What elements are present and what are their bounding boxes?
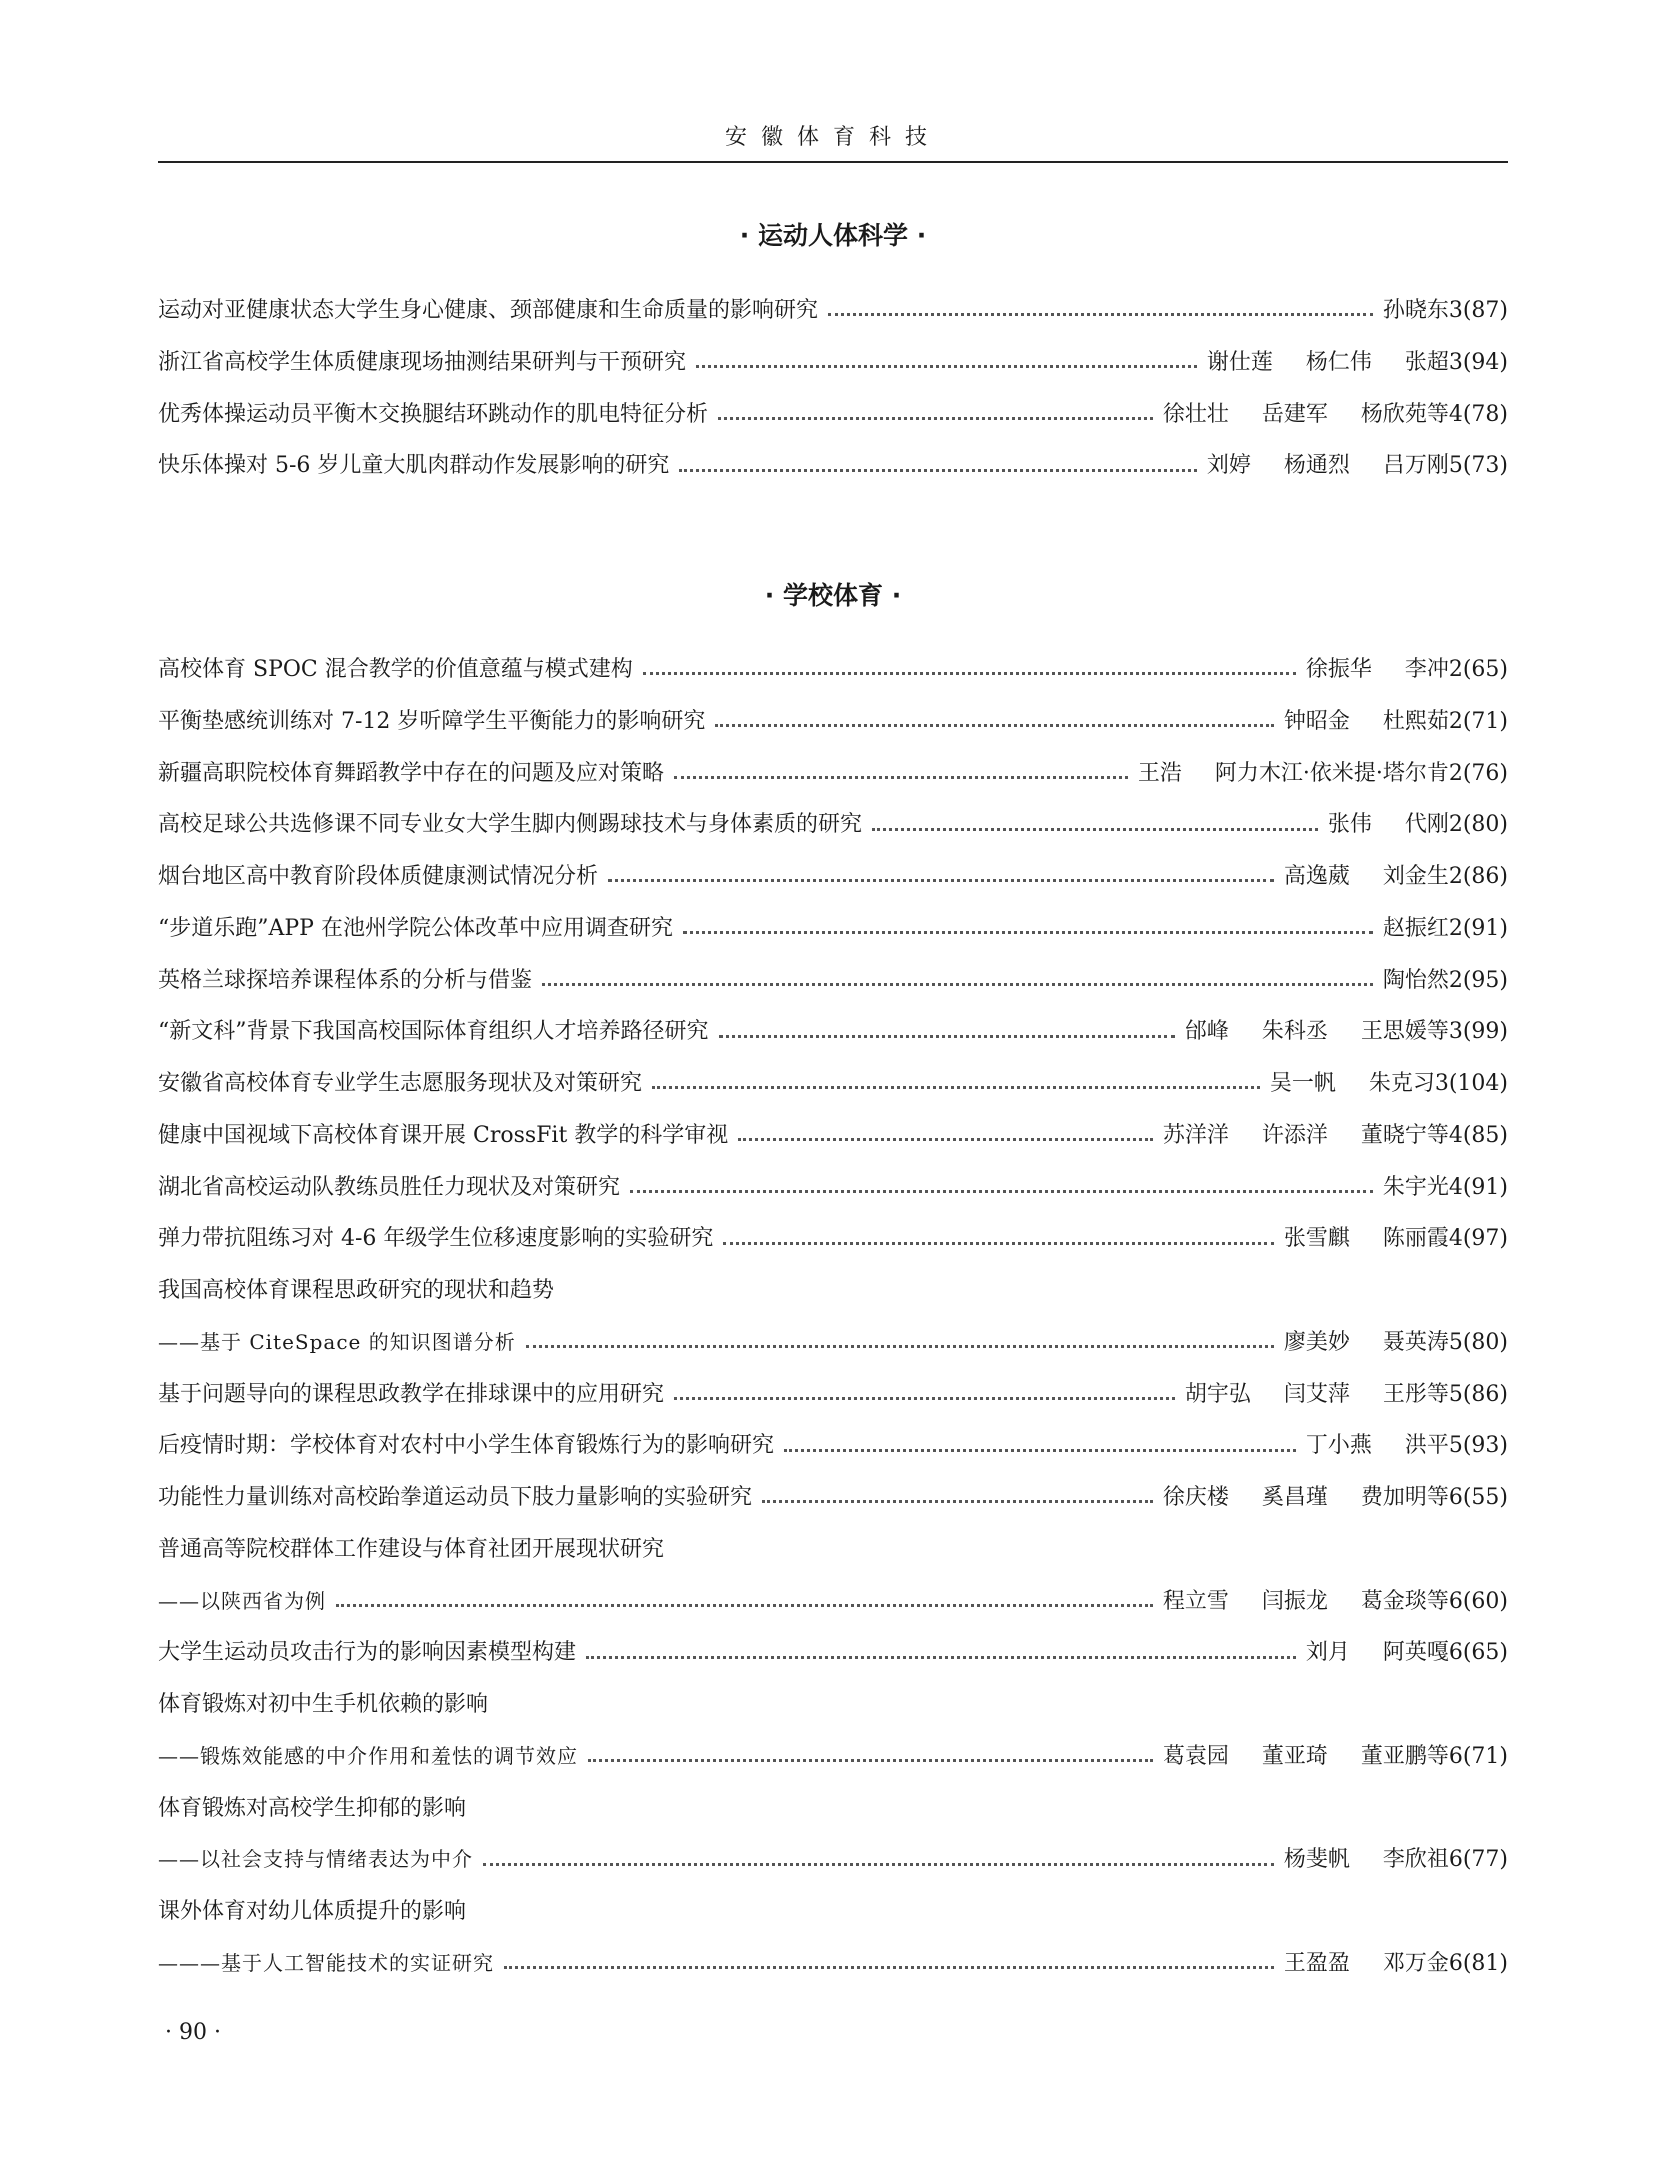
toc-entry-authors: 徐振华 李冲 <box>1305 657 1449 682</box>
dot-leader <box>588 1759 1153 1762</box>
toc-entry[interactable] <box>158 1369 1508 1421</box>
dot-leader <box>683 931 1373 934</box>
toc-entry-authors: 赵振红 <box>1382 915 1449 941</box>
toc-entry[interactable] <box>158 1834 1508 1886</box>
toc-entry[interactable] <box>158 389 1508 441</box>
dot-leader <box>542 983 1373 986</box>
page-number: · 90 · <box>165 2020 221 2045</box>
toc-entry[interactable] <box>158 1058 1508 1110</box>
toc-entry-issue-page: 3(99) <box>1448 1019 1508 1045</box>
toc-entry[interactable] <box>158 903 1508 955</box>
dot-leader <box>718 417 1153 420</box>
toc-entry-subtitle: ——以陕西省为例 <box>158 1588 326 1613</box>
toc-entry[interactable] <box>158 1110 1508 1162</box>
toc-entry[interactable] <box>158 337 1508 389</box>
dot-leader <box>784 1449 1296 1452</box>
dot-leader <box>738 1138 1153 1141</box>
toc-entry-issue-page: 2(76) <box>1448 760 1508 786</box>
dot-leader <box>723 1242 1273 1245</box>
dot-leader <box>652 1086 1260 1089</box>
toc-entry-title-line <box>158 1679 1508 1731</box>
toc-entry-authors: 杨斐帆 李欣祖 <box>1283 1847 1449 1873</box>
dot-leader <box>762 1500 1153 1503</box>
toc-entry-authors: 邰峰 朱科丞 王思媛等 <box>1184 1019 1449 1045</box>
toc-entry-issue-page: 4(85) <box>1448 1122 1508 1148</box>
toc-entry-authors: 吴一帆 朱克习 <box>1269 1071 1435 1096</box>
toc-entry-authors: 廖美妙 聂英涛 <box>1283 1329 1449 1355</box>
toc-entry-title: 弹力带抗阻练习对 4-6 年级学生位移速度影响的实验研究 <box>158 1226 714 1252</box>
toc-entry-title: 新疆高职院校体育舞蹈教学中存在的问题及应对策略 <box>158 760 665 786</box>
dot-leader <box>719 1035 1175 1038</box>
toc-entry-title: 课外体育对幼儿体质提升的影响 <box>158 1899 467 1924</box>
toc-entry-issue-page: 6(60) <box>1448 1588 1508 1614</box>
toc-entry-title-line <box>158 1783 1508 1835</box>
toc-entry-title: 平衡垫感统训练对 7-12 岁听障学生平衡能力的影响研究 <box>158 708 706 734</box>
toc-entry-subtitle: ——以社会支持与情绪表达为中介 <box>158 1847 473 1872</box>
toc-section-human-science <box>158 285 1508 492</box>
dot-leader <box>828 313 1373 316</box>
toc-entry-authors: 徐壮壮 岳建军 杨欣苑等 <box>1162 401 1449 427</box>
toc-entry[interactable] <box>158 955 1508 1007</box>
toc-entry-title: 大学生运动员攻击行为的影响因素模型构建 <box>158 1640 577 1666</box>
dot-leader <box>504 1966 1274 1969</box>
toc-entry-authors: 孙晓东 <box>1382 298 1449 323</box>
toc-entry[interactable] <box>158 1420 1508 1472</box>
dot-leader <box>586 1656 1296 1659</box>
toc-entry-issue-page: 3(87) <box>1448 298 1508 323</box>
toc-entry-title: 普通高等院校群体工作建设与体育社团开展现状研究 <box>158 1536 665 1562</box>
toc-entry[interactable] <box>158 1162 1508 1214</box>
toc-entry-issue-page: 2(86) <box>1448 864 1508 889</box>
toc-entry-authors: 张雪麒 陈丽霞 <box>1283 1226 1449 1252</box>
toc-entry-title: 健康中国视域下高校体育课开展 CrossFit 教学的科学审视 <box>158 1122 729 1148</box>
toc-entry-subtitle: ——锻炼效能感的中介作用和羞怯的调节效应 <box>158 1743 578 1768</box>
toc-entry-title: 高校足球公共选修课不同专业女大学生脚内侧踢球技术与身体素质的研究 <box>158 812 863 838</box>
toc-entry-title: 浙江省高校学生体质健康现场抽测结果研判与干预研究 <box>158 349 687 375</box>
toc-entry-issue-page: 2(65) <box>1448 657 1508 682</box>
dot-leader <box>643 672 1296 675</box>
toc-entry-title-line <box>158 1886 1508 1938</box>
toc-entry-authors: 葛袁园 董亚琦 董亚鹏等 <box>1162 1743 1449 1769</box>
toc-entry[interactable] <box>158 1731 1508 1783</box>
dot-leader <box>630 1190 1373 1193</box>
toc-entry-authors: 程立雪 闫振龙 葛金琰等 <box>1162 1588 1449 1614</box>
toc-entry-issue-page: 5(93) <box>1448 1433 1508 1459</box>
toc-entry[interactable] <box>158 285 1508 337</box>
toc-entry-authors: 钟昭金 杜熙茹 <box>1283 708 1449 734</box>
toc-entry-issue-page: 6(55) <box>1448 1485 1508 1510</box>
toc-entry-title: 我国高校体育课程思政研究的现状和趋势 <box>158 1278 555 1303</box>
toc-entry-authors: 刘婷 杨通烈 吕万刚 <box>1206 453 1449 479</box>
toc-entry[interactable] <box>158 696 1508 748</box>
toc-entry-authors: 谢仕莲 杨仁伟 张超 <box>1206 349 1449 375</box>
toc-entry[interactable] <box>158 1938 1508 1990</box>
toc-entry-authors: 陶怡然 <box>1382 967 1449 993</box>
toc-entry-title: 优秀体操运动员平衡木交换腿结环跳动作的肌电特征分析 <box>158 401 709 427</box>
toc-entry-authors: 胡宇弘 闫艾萍 王彤等 <box>1184 1381 1449 1407</box>
header-rule <box>158 161 1508 163</box>
toc-entry[interactable] <box>158 1627 1508 1679</box>
dot-leader <box>715 724 1273 727</box>
toc-entry-authors: 王浩 阿力木江·依米提·塔尔肯 <box>1137 760 1449 786</box>
toc-entry-title: 英格兰球探培养课程体系的分析与借鉴 <box>158 967 533 993</box>
section-heading-human-science: · 运动人体科学 · <box>739 221 927 250</box>
toc-section-school-pe <box>158 644 1508 1990</box>
toc-entry-authors: 苏洋洋 许添洋 董晓宁等 <box>1162 1122 1449 1148</box>
toc-entry-title: 基于问题导向的课程思政教学在排球课中的应用研究 <box>158 1381 665 1407</box>
dot-leader <box>674 776 1128 779</box>
toc-entry-issue-page: 4(91) <box>1448 1174 1508 1200</box>
toc-entry-title: 湖北省高校运动队教练员胜任力现状及对策研究 <box>158 1174 621 1200</box>
toc-entry-issue-page: 6(81) <box>1448 1950 1508 1976</box>
dot-leader <box>679 469 1196 472</box>
toc-entry-issue-page: 5(73) <box>1448 453 1508 479</box>
toc-entry-title: 快乐体操对 5-6 岁儿童大肌肉群动作发展影响的研究 <box>158 453 670 479</box>
toc-entry[interactable] <box>158 644 1508 696</box>
toc-entry-title-line <box>158 1265 1508 1317</box>
section-heading-school-pe: · 学校体育 · <box>764 581 902 610</box>
dot-leader <box>872 828 1318 831</box>
toc-entry[interactable] <box>158 440 1508 492</box>
toc-entry[interactable] <box>158 1317 1508 1369</box>
toc-entry-title: 烟台地区高中教育阶段体质健康测试情况分析 <box>158 864 599 889</box>
toc-entry[interactable] <box>158 748 1508 800</box>
toc-entry-title: “步道乐跑”APP 在池州学院公体改革中应用调查研究 <box>158 915 673 941</box>
toc-entry-issue-page: 2(80) <box>1448 812 1508 838</box>
toc-entry[interactable] <box>158 799 1508 851</box>
dot-leader <box>483 1863 1274 1866</box>
toc-entry[interactable] <box>158 1006 1508 1058</box>
toc-entry-authors: 王盈盈 邓万金 <box>1283 1950 1449 1976</box>
toc-entry-title: 体育锻炼对高校学生抑郁的影响 <box>158 1795 467 1821</box>
toc-entry-authors: 朱宇光 <box>1382 1174 1449 1200</box>
toc-entry-title: 高校体育 SPOC 混合教学的价值意蕴与模式建构 <box>158 657 633 682</box>
toc-entry[interactable] <box>158 851 1508 903</box>
toc-entry[interactable] <box>158 1472 1508 1524</box>
toc-entry-authors: 丁小燕 洪平 <box>1305 1433 1449 1459</box>
toc-entry-issue-page: 3(104) <box>1434 1071 1508 1096</box>
toc-entry-title: 体育锻炼对初中生手机依赖的影响 <box>158 1692 489 1717</box>
toc-entry-title: 运动对亚健康状态大学生身心健康、颈部健康和生命质量的影响研究 <box>158 298 819 323</box>
toc-entry-issue-page: 6(77) <box>1448 1847 1508 1873</box>
toc-entry-title: “新文科”背景下我国高校国际体育组织人才培养路径研究 <box>158 1019 709 1045</box>
toc-entry-issue-page: 4(97) <box>1448 1226 1508 1252</box>
dot-leader <box>608 879 1274 882</box>
toc-entry-issue-page: 4(78) <box>1448 401 1508 427</box>
toc-entry-title: 后疫情时期：学校体育对农村中小学生体育锻炼行为的影响研究 <box>158 1433 775 1459</box>
toc-entry-issue-page: 2(95) <box>1448 967 1508 993</box>
toc-entry-issue-page: 2(91) <box>1448 915 1508 941</box>
toc-entry-authors: 刘月 阿英嘎 <box>1305 1640 1449 1666</box>
dot-leader <box>696 365 1197 368</box>
toc-entry-authors: 徐庆楼 奚昌瑾 费加明等 <box>1162 1485 1449 1510</box>
running-header: 安徽体育科技 <box>724 125 941 150</box>
toc-entry-authors: 高逸葳 刘金生 <box>1283 864 1449 889</box>
toc-entry-title: 功能性力量训练对高校跆拳道运动员下肢力量影响的实验研究 <box>158 1485 753 1510</box>
toc-entry-title: 安徽省高校体育专业学生志愿服务现状及对策研究 <box>158 1071 643 1096</box>
toc-entry[interactable] <box>158 1213 1508 1265</box>
toc-entry-issue-page: 5(86) <box>1448 1381 1508 1407</box>
dot-leader <box>674 1397 1175 1400</box>
toc-entry-issue-page: 5(80) <box>1448 1329 1508 1355</box>
toc-entry-subtitle: ——基于 CiteSpace 的知识图谱分析 <box>158 1329 516 1354</box>
toc-entry-issue-page: 3(94) <box>1448 349 1508 375</box>
toc-entry-title-line <box>158 1524 1508 1576</box>
toc-entry-issue-page: 6(71) <box>1448 1743 1508 1769</box>
toc-entry-issue-page: 2(71) <box>1448 708 1508 734</box>
dot-leader <box>526 1345 1274 1348</box>
toc-entry[interactable] <box>158 1576 1508 1628</box>
dot-leader <box>336 1604 1153 1607</box>
toc-entry-issue-page: 6(65) <box>1448 1640 1508 1666</box>
toc-entry-authors: 张伟 代刚 <box>1327 812 1449 838</box>
toc-entry-subtitle: ———基于人工智能技术的实证研究 <box>158 1950 494 1975</box>
